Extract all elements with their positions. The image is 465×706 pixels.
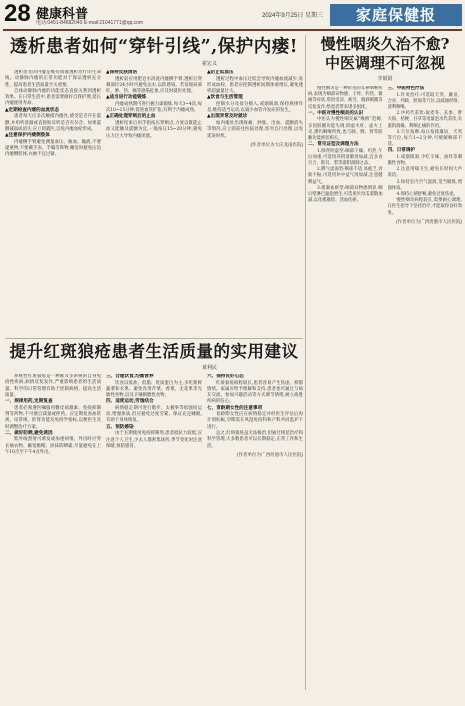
subheading: 七、育龄期女性的注意事项 xyxy=(207,405,263,411)
article-column xyxy=(388,86,463,706)
paragraph: 3.痰凝血瘀型:咽部异物感明显,咽后壁淋巴滤泡增生,可选用贝母瓜蒌散加减,以化痰散结、活血化瘀。 xyxy=(308,185,383,204)
article-title: 提升红斑狼疮患者生活质量的实用建议 xyxy=(9,342,299,361)
paragraph: 1.肺肾阴虚型:咽部干燥、灼热,午后加重,可选用养阴清肺汤加减,宜多食百合、银耳、梨等滋阴润肺之品。 xyxy=(308,148,383,167)
paragraph: 1.针灸治疗:可选取天突、廉泉、合谷、列缺、照海等穴位,以疏通经络、清利咽喉。 xyxy=(387,92,462,110)
paragraph: 3.穴位按摩:每日按揉廉泉、天突等穴位,每穴1~2分钟,可缓解咽部不适。 xyxy=(387,129,462,148)
paragraph: 2.注意用嗓卫生,避免长时间大声说话。 xyxy=(387,167,462,179)
page-header xyxy=(0,0,465,30)
subheading: 一、中医对慢性咽炎的认识 xyxy=(308,110,364,116)
subheading: 六、保持良好心态 xyxy=(207,374,244,379)
author-affiliation: (作者单位为大庆龙南医院) xyxy=(250,141,303,147)
paragraph: 患者必须遵医嘱服用糖皮质激素、免疫抑制剂等药物,不可擅自减量或停药。应定期复查血常规、尿常规、肝肾功能及免疫学指标,以便医生及时调整治疗方案。 xyxy=(5,405,101,430)
section-name: 健康科普 xyxy=(36,7,89,22)
article-byline: 黄利民 xyxy=(201,365,217,371)
article-column xyxy=(308,86,383,706)
subheading: 四、日常调护 xyxy=(387,148,416,154)
header-rule xyxy=(3,29,462,31)
subheading: ▲适当进行功能锻炼 xyxy=(106,95,147,101)
subheading: ▲防止低血压 xyxy=(207,70,234,75)
vertical-divider xyxy=(305,35,306,690)
paragraph: 控制水分及盐分摄入,戒烟限酒,保持规律作息,维持适当运动,以减少血管并发症的发生。 xyxy=(207,101,303,114)
contact-info: 电话:0451-84682040 E-mail:21041771@qq.com xyxy=(36,20,144,26)
paragraph: 中医认为慢性咽炎属“喉痹”范畴,多因脏腑功能失调,阴虚火旺、虚火上炎,熏灼咽喉所致,也与肺、脾、肾等脏腑功能密切相关。 xyxy=(308,117,383,141)
article-byline: 霍宏义 xyxy=(201,61,217,67)
paragraph: 慢性咽炎病程较长,需要耐心调理,在医生指导下坚持治疗,才能取得良好效果。 xyxy=(387,198,462,216)
paragraph: 透析结束后用手指按压穿刺点,力度以既能止血又能触及震颤为宜,一般按压15~20分钟,避免压力过大导致内瘘闭塞。 xyxy=(106,120,202,139)
paragraph: 育龄期女性应在病情稳定并经医生评估后再计划妊娠,孕期需在风湿免疫科和产科共同监护下进行。 xyxy=(207,412,303,430)
subheading: ▲饮食与生活管理 xyxy=(207,95,243,101)
article-title-line1: 慢性咽炎久治不愈? xyxy=(320,35,450,53)
paragraph: 3.保持室内空气湿润,适当锻炼,增强体质。 xyxy=(387,179,462,191)
article-column xyxy=(207,70,303,338)
paragraph: 紫外线照射可诱发或加重病情。外出时应穿长袖衣物、戴宽檐帽、涂抹防晒霜,尽量避免在上午10点至下午4点外出。 xyxy=(5,437,101,455)
paragraph: 内瘘成熟期可进行握力球锻炼,每天3~4次,每次10~15分钟,促进血管扩张,有利于内瘘成熟。 xyxy=(106,101,202,114)
subheading: 二、做好防晒,避免诱因 xyxy=(5,430,53,436)
paragraph: 患者每天应多次触摸内瘘处,感受是否存在震颤,并用听诊器或直接贴耳听是否有杂音。如果震颤减弱或消失,应立即就医,以免内瘘血栓形成。 xyxy=(5,114,101,132)
paragraph: 由于长期使用免疫抑制剂,患者抵抗力较低,应注意个人卫生,少去人群密集场所,季节变化时注意保暖,预防感冒。 xyxy=(106,431,202,449)
subheading: ▲定期检查内瘘的血流状态 xyxy=(5,107,60,113)
article-dialysis-fistula xyxy=(5,35,303,335)
article-column xyxy=(5,70,101,338)
paragraph: 如内瘘处出现疼痛、肿胀、出血、震颤消失等情况,应立即前往医院处理,切勿自行处理,以免延误时机。 xyxy=(207,120,303,139)
paragraph: 总之,红斑狼疮虽无法根治,但通过规范治疗和科学管理,大多数患者可以长期稳定,正常工作和生活。 xyxy=(207,431,303,449)
author-affiliation: (作者单位为广西河池市人民医院) xyxy=(237,451,303,457)
article-pharyngitis xyxy=(308,35,462,690)
paragraph: 病情稳定期可进行散步、太极拳等低强度运动,增强体质,但应避免过度劳累。保证充足睡眠,有助于身体恢复。 xyxy=(106,405,202,424)
article-title-line2: 中医调理不可忽视 xyxy=(324,54,445,72)
subheading: ▲正确处理穿刺后的止血 xyxy=(106,114,156,120)
paragraph: 透析患者的内瘘是维持血液透析治疗的生命线。动静脉内瘘的正常功能对于保证透析充分性、提高患者生活质量至关重要。 xyxy=(5,70,101,88)
horizontal-divider xyxy=(5,338,303,339)
subheading: 三、中医特色疗法 xyxy=(387,86,425,91)
paragraph: 2.中药代茶饮:取麦冬、玄参、胖大海、桔梗、甘草等适量泡水代茶饮,有滋阴润燥、利咽止痛的作用。 xyxy=(387,111,462,129)
subheading: ▲出现异常及时就诊 xyxy=(207,114,248,120)
article-title: 透析患者如何“穿针引线”,保护内瘘! xyxy=(10,37,298,57)
subheading: 三、合理饮食,均衡营养 xyxy=(106,374,154,379)
subheading: 五、预防感染 xyxy=(106,424,134,430)
author-affiliation: (作者单位为广西贵港市人民医院) xyxy=(396,218,462,224)
article-lupus xyxy=(5,342,303,692)
paragraph: 饮食以低盐、低脂、优质蛋白为主,多吃新鲜蔬菜和水果。避免食用芹菜、香菜、无花果等光敏性食物,以及辛辣刺激性食物。 xyxy=(106,380,202,399)
paragraph: 系统性红斑狼疮是一种累及多系统的自身免疫性疾病,病情反复发作,严重影响患者的生活质量。科学的日常管理有助于控制病情、提高生活质量。 xyxy=(5,374,101,398)
article-column xyxy=(106,374,202,692)
page-number: 28 xyxy=(4,0,31,27)
paragraph: 4.保持心情舒畅,避免过度焦虑。 xyxy=(396,192,458,198)
paragraph: 2.脾气虚弱型:咽部不适,易疲乏,食欲不振,可选用补中益气汤加减,注意健脾益气。 xyxy=(308,167,383,185)
paragraph: 自体动静脉内瘘的功能状态直接关系到透析效果。在日常生活中,患者需要做好自我护理,延长内瘘使用寿命。 xyxy=(5,88,101,107)
paragraph: 透析前应用肥皂水清洗内瘘侧手臂,透析后穿刺部位24小时内避免沾水,以防感染。若发现局部红、肿、热、痛等感染征象,应及时就医处理。 xyxy=(106,76,202,95)
subheading: ▲保持皮肤清洁 xyxy=(106,70,138,75)
section-tag: 家庭保健报 xyxy=(330,4,462,26)
subheading: 一、规律用药,定期复查 xyxy=(5,399,53,405)
paragraph: 透析过程中血压过低会导致内瘘血流减少,易形成血栓。患者应控制透析间期体重增长,避免透析超滤量过大。 xyxy=(207,76,303,95)
paragraph: 1.戒烟限酒,少吃辛辣、油炸等刺激性食物。 xyxy=(387,154,462,167)
article-column xyxy=(207,374,303,692)
subheading: 四、适度运动,劳逸结合 xyxy=(106,399,154,405)
subheading: 二、常见证型及调理方法 xyxy=(308,142,359,148)
paragraph: 红斑狼疮病程较长,患者容易产生焦虑、抑郁情绪。家属应给予理解和支持,患者也可通过与病友交流、参加兴趣活动等方式调节情绪,树立战胜疾病的信心。 xyxy=(207,380,303,405)
publication-date: 2024年9月25日 星期三 xyxy=(262,13,324,19)
article-column xyxy=(106,70,202,338)
paragraph: 内瘘侧手臂避免测量血压、抽血、输液,不要提重物,不要戴手表、手镯等饰物,睡觉时避免压迫内瘘侧肢体,衣袖不宜过紧。 xyxy=(5,139,101,158)
article-column xyxy=(5,374,101,692)
subheading: ▲注意保护内瘘侧肢体 xyxy=(5,133,50,139)
paragraph: 慢性咽炎是一种常见的耳鼻咽喉疾病,表现为咽部异物感、干痒、灼热、微痛等症状,常因受凉、疲劳、烟酒刺激等反复发作,给患者带来诸多困扰。 xyxy=(308,86,383,110)
article-byline: 李娟娟 xyxy=(377,76,393,82)
